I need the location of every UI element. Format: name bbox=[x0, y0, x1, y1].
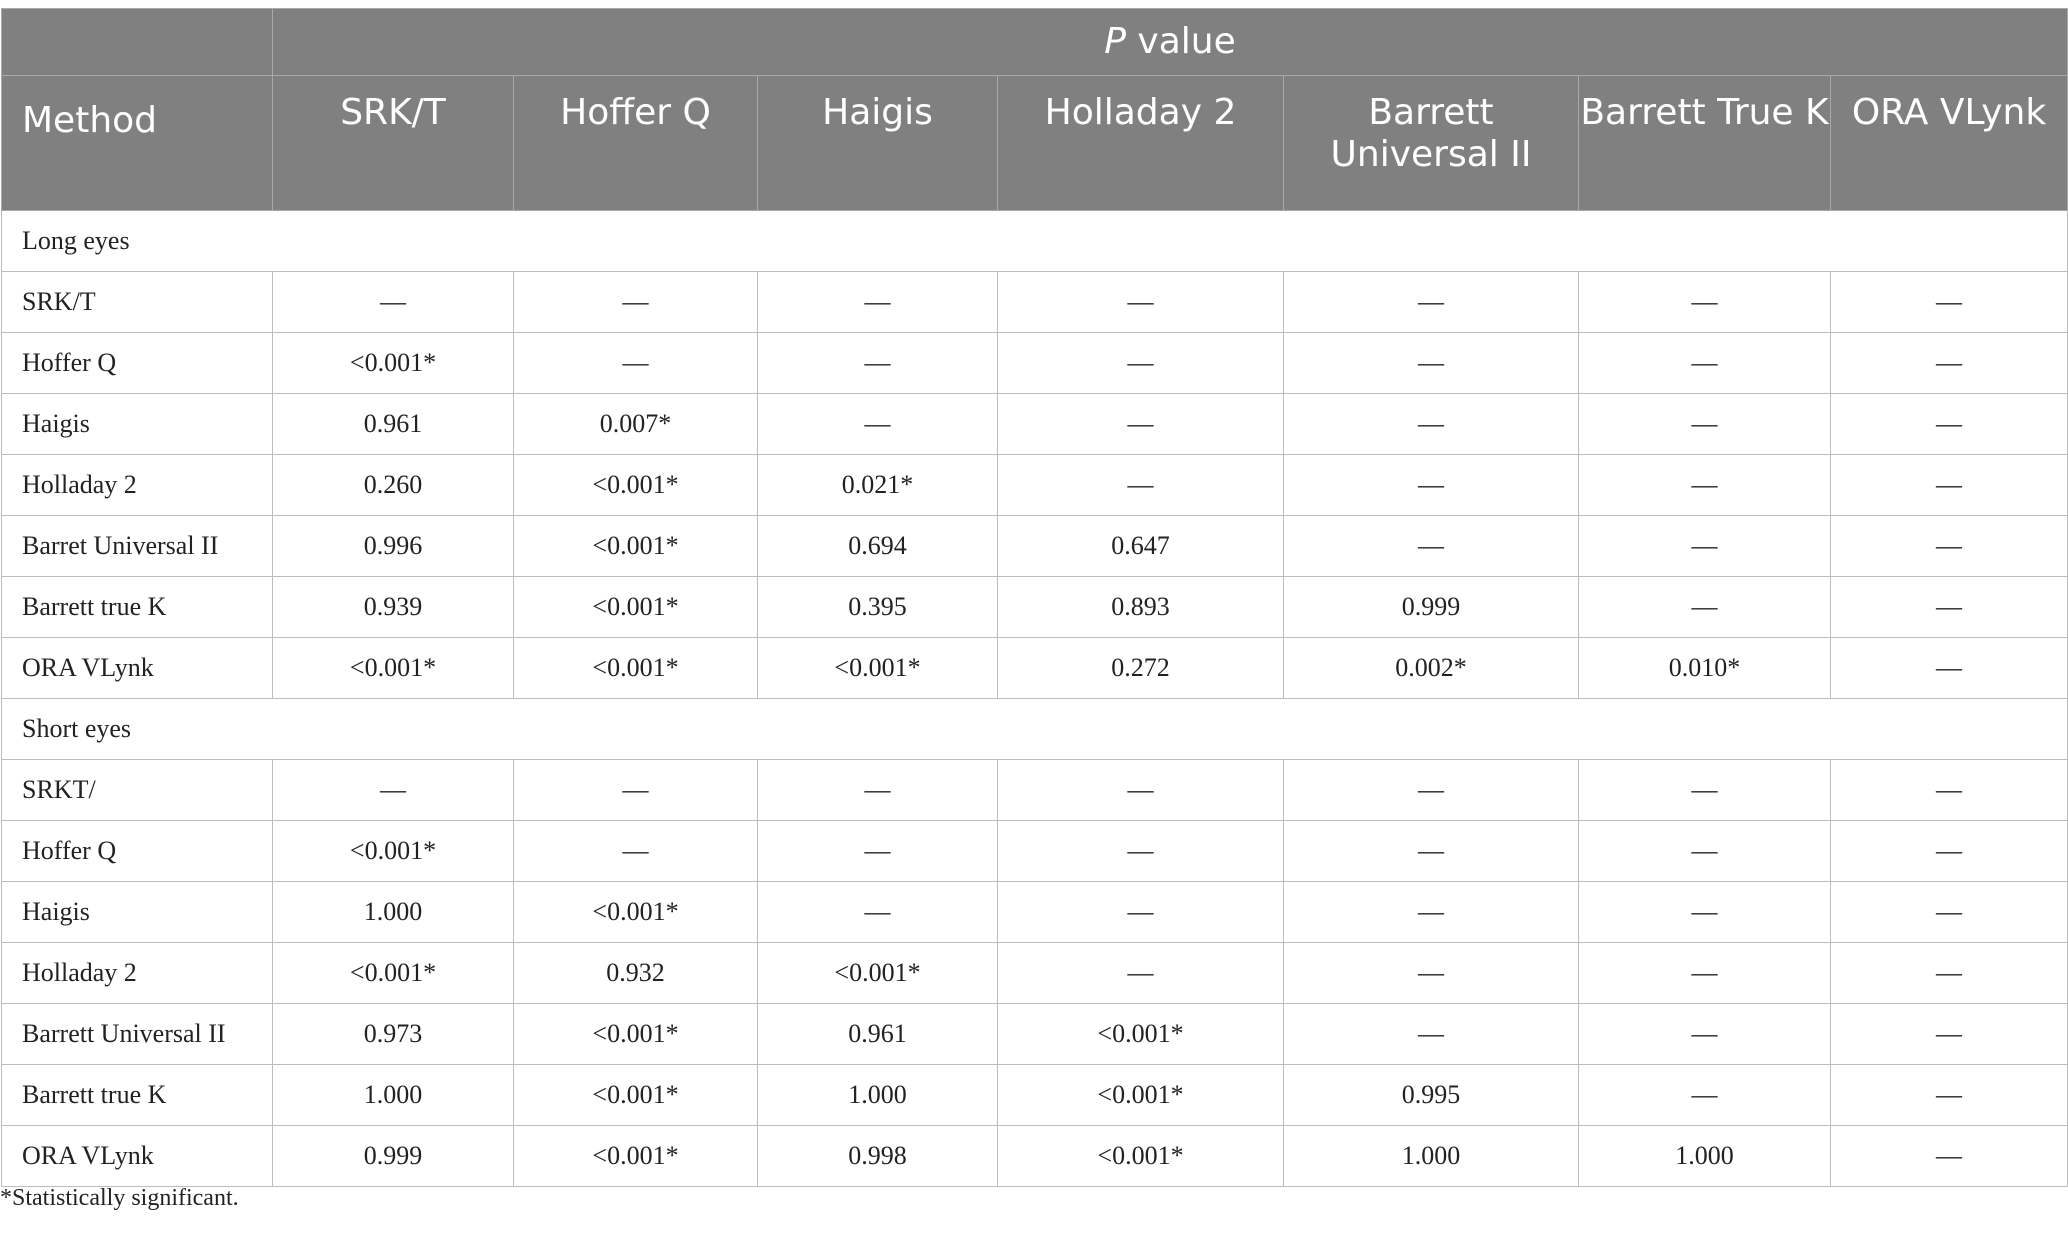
p-value-cell: <0.001* bbox=[514, 1004, 758, 1065]
row-label: SRK/T bbox=[2, 272, 273, 333]
p-value-cell: — bbox=[1579, 760, 1831, 821]
p-value-cell: — bbox=[998, 272, 1284, 333]
p-value-cell: — bbox=[1579, 1065, 1831, 1126]
p-value-cell: — bbox=[514, 333, 758, 394]
row-label: ORA VLynk bbox=[2, 1126, 273, 1187]
p-value-cell: — bbox=[1831, 1004, 2068, 1065]
header-blank-cell bbox=[2, 9, 273, 76]
header-columns-row bbox=[2, 76, 2068, 211]
p-value-cell: — bbox=[758, 821, 998, 882]
p-value-cell: 0.395 bbox=[758, 577, 998, 638]
p-value-cell: 0.694 bbox=[758, 516, 998, 577]
p-value-cell: — bbox=[758, 394, 998, 455]
column-header-haigis: Haigis bbox=[758, 76, 998, 211]
p-value-cell: 0.932 bbox=[514, 943, 758, 1004]
value-text: value bbox=[1125, 21, 1236, 62]
row-label: Barrett true K bbox=[2, 1065, 273, 1126]
p-value-cell: <0.001* bbox=[514, 1126, 758, 1187]
p-value-cell: — bbox=[1579, 943, 1831, 1004]
row-label: Haigis bbox=[2, 882, 273, 943]
p-value-cell: — bbox=[998, 455, 1284, 516]
section-row bbox=[2, 211, 2068, 272]
p-value-cell: 0.002* bbox=[1284, 638, 1579, 699]
table-row bbox=[2, 394, 2068, 455]
p-value-cell: — bbox=[758, 882, 998, 943]
p-value-cell: <0.001* bbox=[514, 455, 758, 516]
p-value-cell: 1.000 bbox=[273, 882, 514, 943]
column-header-holladay-2: Holladay 2 bbox=[998, 76, 1284, 211]
p-value-cell: — bbox=[1284, 943, 1579, 1004]
p-value-cell: 0.007* bbox=[514, 394, 758, 455]
p-value-cell: <0.001* bbox=[998, 1126, 1284, 1187]
p-value-cell: — bbox=[1579, 333, 1831, 394]
p-value-cell: — bbox=[1579, 272, 1831, 333]
p-value-cell: — bbox=[1831, 1065, 2068, 1126]
p-value-cell: — bbox=[1284, 882, 1579, 943]
p-value-cell: — bbox=[1579, 577, 1831, 638]
p-value-cell: — bbox=[1831, 272, 2068, 333]
table-row bbox=[2, 1004, 2068, 1065]
p-italic: P bbox=[1104, 21, 1126, 62]
header-group-row bbox=[2, 9, 2068, 76]
table-row bbox=[2, 577, 2068, 638]
p-value-cell: <0.001* bbox=[273, 333, 514, 394]
p-value-cell: 0.961 bbox=[758, 1004, 998, 1065]
table-row bbox=[2, 882, 2068, 943]
p-value-cell: <0.001* bbox=[758, 943, 998, 1004]
p-value-cell: — bbox=[1831, 821, 2068, 882]
row-label: Holladay 2 bbox=[2, 455, 273, 516]
p-value-cell: — bbox=[1579, 455, 1831, 516]
p-value-cell: — bbox=[1284, 1004, 1579, 1065]
row-label: Hoffer Q bbox=[2, 333, 273, 394]
p-value-cell: <0.001* bbox=[514, 577, 758, 638]
p-value-cell: — bbox=[1831, 943, 2068, 1004]
column-header-srkt: SRK/T bbox=[273, 76, 514, 211]
p-value-cell: <0.001* bbox=[998, 1065, 1284, 1126]
p-value-cell: — bbox=[758, 333, 998, 394]
p-value-cell: 1.000 bbox=[273, 1065, 514, 1126]
p-value-cell: — bbox=[998, 760, 1284, 821]
p-value-cell: 0.939 bbox=[273, 577, 514, 638]
p-value-cell: — bbox=[1579, 821, 1831, 882]
p-value-cell: — bbox=[1831, 577, 2068, 638]
p-value-cell: 0.999 bbox=[1284, 577, 1579, 638]
table-row bbox=[2, 821, 2068, 882]
table-row bbox=[2, 638, 2068, 699]
p-value-cell: — bbox=[1284, 760, 1579, 821]
p-value-cell: <0.001* bbox=[514, 882, 758, 943]
p-value-cell: — bbox=[1831, 882, 2068, 943]
p-value-cell: — bbox=[1831, 638, 2068, 699]
p-value-cell: — bbox=[1831, 760, 2068, 821]
p-value-cell: 1.000 bbox=[758, 1065, 998, 1126]
table-row bbox=[2, 1065, 2068, 1126]
p-value-cell: — bbox=[1831, 333, 2068, 394]
p-value-cell: 0.893 bbox=[998, 577, 1284, 638]
p-value-cell: 0.272 bbox=[998, 638, 1284, 699]
p-value-cell: 0.260 bbox=[273, 455, 514, 516]
p-value-cell: — bbox=[1284, 821, 1579, 882]
p-value-cell: <0.001* bbox=[514, 638, 758, 699]
row-label: Barrett Universal II bbox=[2, 1004, 273, 1065]
p-value-cell: — bbox=[1831, 394, 2068, 455]
column-header-method: Method bbox=[2, 76, 273, 211]
p-value-cell: <0.001* bbox=[514, 516, 758, 577]
p-value-cell: <0.001* bbox=[273, 821, 514, 882]
p-value-cell: — bbox=[998, 821, 1284, 882]
column-header-hoffer-q: Hoffer Q bbox=[514, 76, 758, 211]
p-value-cell: — bbox=[1284, 272, 1579, 333]
table-container bbox=[0, 8, 2068, 1187]
row-label: Barret Universal II bbox=[2, 516, 273, 577]
p-value-cell: — bbox=[1284, 394, 1579, 455]
p-value-cell: 0.647 bbox=[998, 516, 1284, 577]
p-value-cell: — bbox=[1831, 1126, 2068, 1187]
column-header-barrett-true-k: Barrett True K bbox=[1579, 76, 1831, 211]
p-value-cell: — bbox=[998, 943, 1284, 1004]
table-row bbox=[2, 516, 2068, 577]
p-value-cell: 0.021* bbox=[758, 455, 998, 516]
p-value-cell: 0.010* bbox=[1579, 638, 1831, 699]
table-row bbox=[2, 272, 2068, 333]
row-label: Hoffer Q bbox=[2, 821, 273, 882]
table-row bbox=[2, 1126, 2068, 1187]
p-value-cell: — bbox=[514, 272, 758, 333]
table-row bbox=[2, 760, 2068, 821]
table-row bbox=[2, 455, 2068, 516]
table-body bbox=[2, 211, 2068, 1187]
p-value-cell: — bbox=[758, 272, 998, 333]
p-value-cell: 0.999 bbox=[273, 1126, 514, 1187]
p-value-cell: — bbox=[998, 333, 1284, 394]
section-title: Short eyes bbox=[2, 699, 2068, 760]
p-value-cell: <0.001* bbox=[273, 943, 514, 1004]
p-value-cell: 0.961 bbox=[273, 394, 514, 455]
p-value-cell: 1.000 bbox=[1579, 1126, 1831, 1187]
p-value-cell: 0.995 bbox=[1284, 1065, 1579, 1126]
column-header-barrett-universal-ii: Barrett Universal II bbox=[1284, 76, 1579, 211]
p-value-cell: — bbox=[1579, 516, 1831, 577]
p-value-cell: — bbox=[1284, 516, 1579, 577]
footnote: *Statistically significant. bbox=[0, 1185, 239, 1211]
p-value-cell: 1.000 bbox=[1284, 1126, 1579, 1187]
row-label: Holladay 2 bbox=[2, 943, 273, 1004]
p-value-cell: — bbox=[1579, 882, 1831, 943]
p-value-cell: — bbox=[998, 882, 1284, 943]
p-value-cell: <0.001* bbox=[514, 1065, 758, 1126]
p-value-cell: 0.998 bbox=[758, 1126, 998, 1187]
p-value-cell: — bbox=[758, 760, 998, 821]
row-label: SRKT/ bbox=[2, 760, 273, 821]
p-value-cell: 0.973 bbox=[273, 1004, 514, 1065]
table-row bbox=[2, 943, 2068, 1004]
row-label: ORA VLynk bbox=[2, 638, 273, 699]
p-value-cell: — bbox=[1284, 333, 1579, 394]
p-value-cell: <0.001* bbox=[273, 638, 514, 699]
p-value-cell: — bbox=[1831, 516, 2068, 577]
table-row bbox=[2, 333, 2068, 394]
p-value-table bbox=[1, 8, 2068, 1187]
p-value-cell: — bbox=[1579, 394, 1831, 455]
p-value-cell: — bbox=[1831, 455, 2068, 516]
p-value-cell: — bbox=[514, 760, 758, 821]
section-title: Long eyes bbox=[2, 211, 2068, 272]
row-label: Barrett true K bbox=[2, 577, 273, 638]
p-value-cell: — bbox=[998, 394, 1284, 455]
p-value-cell: 0.996 bbox=[273, 516, 514, 577]
p-value-cell: — bbox=[1284, 455, 1579, 516]
p-value-cell: — bbox=[1579, 1004, 1831, 1065]
p-value-cell: <0.001* bbox=[758, 638, 998, 699]
p-value-cell: — bbox=[273, 760, 514, 821]
p-value-cell: — bbox=[514, 821, 758, 882]
p-value-cell: — bbox=[273, 272, 514, 333]
column-header-ora-vlynk: ORA VLynk bbox=[1831, 76, 2068, 211]
section-row bbox=[2, 699, 2068, 760]
p-value-cell: <0.001* bbox=[998, 1004, 1284, 1065]
row-label: Haigis bbox=[2, 394, 273, 455]
p-value-group-header bbox=[273, 9, 2068, 76]
